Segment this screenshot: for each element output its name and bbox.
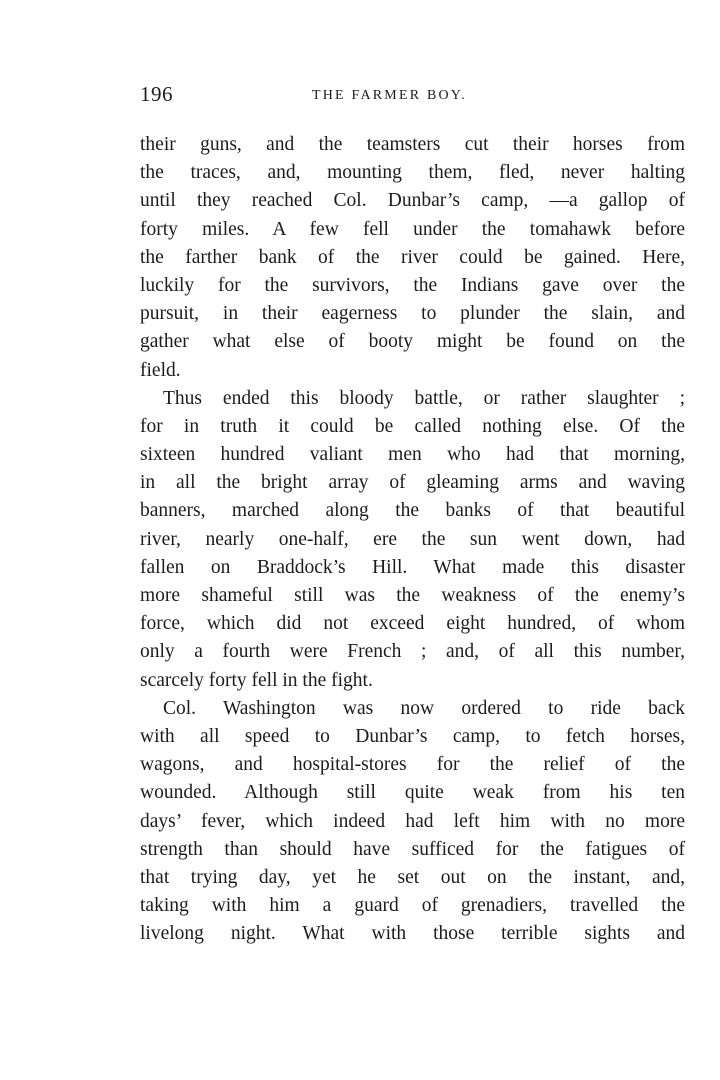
paragraph-start-line: Thus ended this bloody battle, or rather slaughter ; <box>163 387 685 409</box>
text-line: fallen on Braddock’s Hill. What made this disaster <box>140 556 685 578</box>
text-line: days’ fever, which indeed had left him with no more <box>140 810 685 832</box>
text-line: taking with him a guard of grenadiers, travelled the <box>140 895 685 917</box>
paragraph-end-line: scarcely forty fell in the fight. <box>140 669 373 691</box>
page-number: 196 <box>140 82 173 106</box>
text-line: that trying day, yet he set out on the instant, and, <box>140 866 685 888</box>
text-line: for in truth it could be called nothing else. Of the <box>140 415 685 437</box>
text-line: livelong night. What with those terrible sights and <box>140 923 685 945</box>
text-line: their guns, and the teamsters cut their horses from <box>140 134 685 155</box>
text-line: banners, marched along the banks of that beautiful <box>140 500 685 522</box>
text-line: luckily for the survivors, the Indians gave over the <box>140 274 685 296</box>
paragraph-end-line: field. <box>140 359 181 381</box>
text-line: force, which did not exceed eight hundred, of whom <box>140 613 685 635</box>
body-text <box>140 131 685 948</box>
text-line: with all speed to Dunbar’s camp, to fetch horses, <box>140 725 685 747</box>
text-line: wounded. Although still quite weak from his ten <box>140 782 685 804</box>
paragraph-start-line: Col. Washington was now ordered to ride back <box>163 697 685 719</box>
text-line: only a fourth were French ; and, of all this number, <box>140 641 685 663</box>
running-title: THE FARMER BOY. <box>312 88 468 103</box>
text-line: the traces, and, mounting them, fled, never halting <box>140 162 685 184</box>
text-line: until they reached Col. Dunbar’s camp, —a gallop of <box>140 190 685 212</box>
text-line: forty miles. A few fell under the tomahawk before <box>140 218 685 240</box>
text-line: more shameful still was the weakness of the enemy’s <box>140 585 685 606</box>
text-line: strength than should have sufficed for the fatigues of <box>140 838 685 860</box>
text-line: wagons, and hospital-stores for the relief of the <box>140 754 685 776</box>
text-line: in all the bright array of gleaming arms and waving <box>140 472 685 494</box>
text-line: the farther bank of the river could be gained. Here, <box>140 246 685 268</box>
page-header <box>140 82 685 112</box>
text-line: gather what else of booty might be found on the <box>140 331 685 353</box>
text-line: river, nearly one-half, ere the sun went down, had <box>140 528 685 550</box>
text-line: pursuit, in their eagerness to plunder the slain, and <box>140 303 685 325</box>
text-line: sixteen hundred valiant men who had that morning, <box>140 444 685 466</box>
